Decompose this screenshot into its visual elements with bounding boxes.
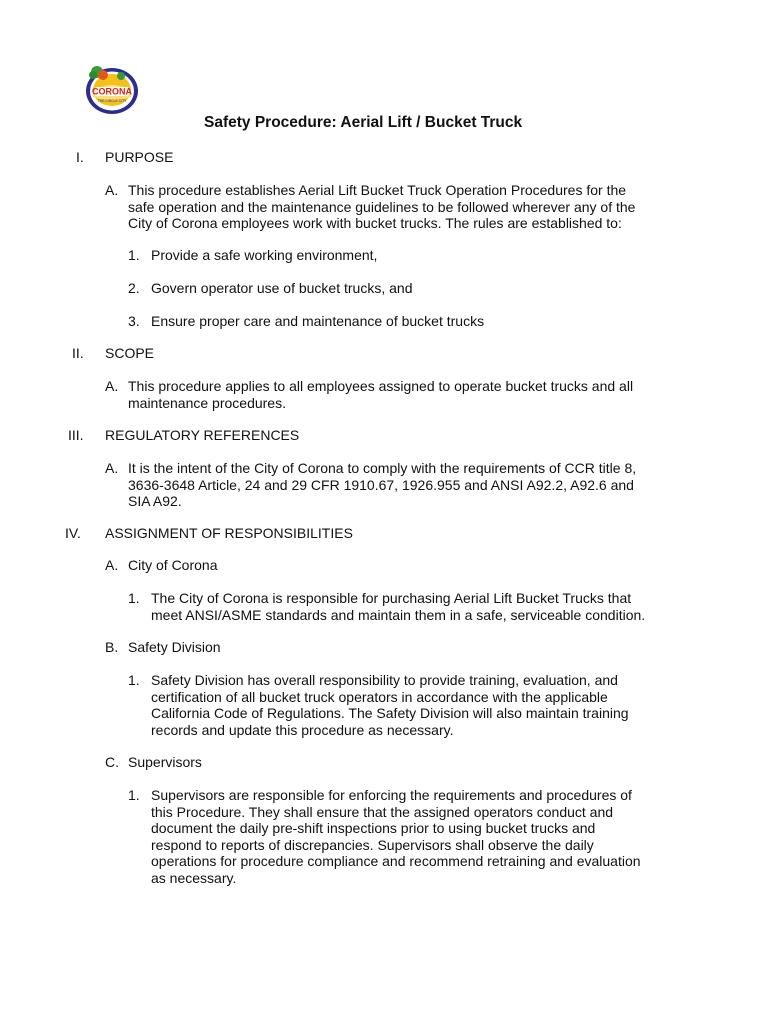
subsection-marker: A.	[105, 557, 119, 573]
subsection-marker: A.	[105, 378, 119, 394]
section-numeral: I.	[76, 149, 84, 165]
section-heading-regulatory-references: REGULATORY REFERENCES	[105, 427, 300, 443]
paragraph-line: The City of Corona is responsible for purchasing Aerial Lift Bucket Trucks that	[151, 590, 632, 606]
paragraph-line: safe operation and the maintenance guidelines to be followed wherever any of the	[128, 198, 636, 215]
section-numeral: II.	[72, 345, 84, 361]
paragraph-line: This procedure establishes Aerial Lift Bucket Truck Operation Procedures for the	[128, 182, 627, 198]
paragraph-line: This procedure applies to all employees assigned to operate bucket trucks and all	[128, 378, 634, 394]
paragraph-line: operations for procedure compliance and recommend retraining and evaluation	[151, 853, 641, 869]
list-item-marker: 1.	[128, 590, 140, 606]
subsection-marker: B.	[105, 639, 119, 655]
subsection-marker: A.	[105, 460, 119, 476]
paragraph-line: as necessary.	[151, 869, 237, 886]
paragraph-line: document the daily pre-shift inspections prior to using bucket trucks and	[151, 820, 596, 836]
paragraph-line: SIA A92.	[128, 493, 182, 509]
list-item-marker: 1.	[128, 787, 140, 803]
paragraph-line: Supervisors are responsible for enforcing the requirements and procedures of	[151, 787, 632, 803]
subsection-heading-supervisors: Supervisors	[128, 754, 202, 770]
paragraph-line: California Code of Regulations. The Safety Division will also maintain training	[151, 705, 629, 721]
subsection-marker: C.	[105, 754, 119, 770]
paragraph-line: respond to reports of discrepancies. Supervisors shall observe the daily	[151, 836, 594, 853]
city-of-corona-logo	[83, 63, 141, 115]
document-title: Safety Procedure: Aerial Lift / Bucket Truck	[204, 114, 523, 131]
list-item-marker: 1.	[128, 247, 140, 263]
list-item-text: Ensure proper care and maintenance of bucket trucks	[151, 313, 485, 329]
paragraph-line: certification of all bucket truck operators in accordance with the applicable	[151, 688, 608, 705]
section-heading-purpose: PURPOSE	[105, 149, 174, 165]
paragraph-line: this Procedure. They shall ensure that the assigned operators conduct and	[151, 803, 614, 820]
section-heading-assignment-of-responsibilities: ASSIGNMENT OF RESPONSIBILITIES	[105, 525, 353, 541]
paragraph-line: It is the intent of the City of Corona to comply with the requirements of CCR title 8,	[128, 460, 637, 476]
section-heading-scope: SCOPE	[105, 345, 155, 361]
paragraph-line: 3636-3648 Article, 24 and 29 CFR 1910.67, 1926.955 and ANSI A92.2, A92.6 and	[128, 476, 634, 493]
paragraph-line: records and update this procedure as necessary.	[151, 721, 454, 738]
paragraph-line: Safety Division has overall responsibility to provide training, evaluation, and	[151, 672, 618, 688]
paragraph-line: maintenance procedures.	[128, 394, 286, 411]
subsection-heading-safety-division: Safety Division	[128, 639, 221, 655]
subsection-marker: A.	[105, 182, 119, 198]
subsection-heading-city-of-corona: City of Corona	[128, 557, 218, 573]
list-item-marker: 1.	[128, 672, 140, 688]
corona-seal-icon	[83, 63, 141, 115]
list-item-marker: 2.	[128, 280, 140, 296]
section-numeral: IV.	[65, 525, 81, 541]
paragraph-line: City of Corona employees work with bucket trucks. The rules are established to:	[128, 215, 622, 231]
list-item-text: Provide a safe working environment,	[151, 247, 378, 263]
list-item-marker: 3.	[128, 313, 140, 329]
section-numeral: III.	[68, 427, 84, 443]
list-item-text: Govern operator use of bucket trucks, and	[151, 280, 413, 296]
paragraph-line: meet ANSI/ASME standards and maintain them in a safe, serviceable condition.	[151, 606, 646, 623]
logo-name-text: CORONA	[92, 86, 132, 97]
logo-tagline-text: THE CIRCLE CITY	[97, 99, 127, 103]
